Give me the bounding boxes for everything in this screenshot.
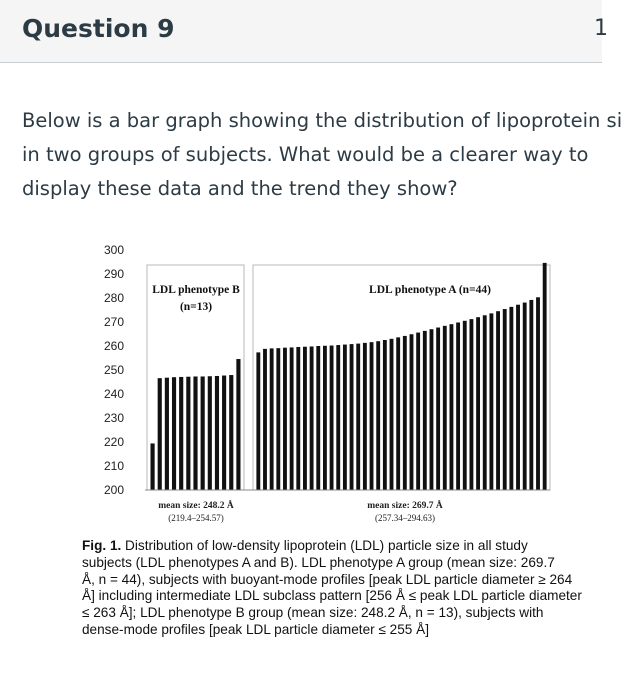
phenotype-a-bar: [316, 346, 320, 490]
phenotype-b-bar: [193, 376, 197, 490]
phenotype-a-bar: [483, 315, 487, 490]
caption-line: Å] including intermediate LDL subclass pattern [256 Å ≤ peak LDL particle diameter: [82, 588, 582, 604]
y-tick-label: 300: [103, 243, 124, 257]
phenotype-a-bar: [430, 329, 434, 490]
phenotype-b-bar: [201, 376, 205, 490]
phenotype-a-bar: [263, 349, 267, 490]
phenotype-a-bar: [350, 344, 354, 490]
caption-fig-label: Fig. 1.: [82, 538, 122, 553]
phenotype-a-bar: [450, 324, 454, 490]
phenotype-b-bar: [158, 378, 162, 490]
phenotype-a-bar: [336, 345, 340, 490]
phenotype-b-bar: [229, 375, 233, 490]
question-title: Question 9: [22, 14, 175, 43]
y-tick-label: 290: [103, 267, 124, 281]
question-points: 1: [594, 16, 608, 41]
question-text: [22, 104, 622, 206]
phenotype-b-n-label: (n=13): [179, 301, 213, 313]
phenotype-a-bar: [496, 311, 500, 490]
question-text-line: in two groups of subjects. What would be a clearer way to: [22, 143, 589, 166]
y-tick-label: 200: [103, 483, 124, 497]
phenotype-a-bar: [276, 348, 280, 490]
phenotype-a-bar: [456, 322, 460, 490]
phenotype-a-bar: [416, 333, 420, 490]
phenotype-a-bar: [403, 336, 407, 490]
phenotype-a-bar: [390, 339, 394, 490]
phenotype-a-bar: [509, 307, 513, 490]
y-tick-label: 220: [103, 435, 124, 449]
phenotype-a-bar: [370, 342, 374, 490]
y-tick-label: 250: [103, 363, 124, 377]
phenotype-a-bar: [516, 305, 520, 490]
phenotype-a-bar: [310, 346, 314, 490]
phenotype-a-bar: [323, 346, 327, 490]
phenotype-b-bar: [151, 443, 155, 490]
phenotype-a-bar: [503, 309, 507, 490]
caption-line: ≤ 263 Å]; LDL phenotype B group (mean size: 248.2 Å, n = 13), subjects with: [82, 605, 544, 621]
phenotype-a-bar: [543, 263, 547, 490]
caption-line: Å, n = 44), subjects with buoyant-mode profiles [peak LDL particle diameter ≥ 264: [82, 571, 573, 587]
ldl-size-bar-chart: [100, 240, 560, 540]
phenotype-b-bar: [236, 359, 240, 490]
phenotype-a-bar: [410, 334, 414, 490]
phenotype-a-bar: [436, 328, 440, 490]
phenotype-a-bar: [536, 297, 540, 490]
phenotype-b-bar: [215, 376, 219, 490]
phenotype-a-bar: [363, 343, 367, 490]
phenotype-b-bar: [165, 378, 169, 490]
phenotype-b-bar: [222, 376, 226, 490]
phenotype-a-bar: [296, 347, 300, 490]
phenotype-a-bar: [423, 331, 427, 490]
phenotype-a-bar: [303, 347, 307, 490]
phenotype-a-bar: [290, 347, 294, 490]
phenotype-b-mean-label: mean size: 248.2 Å: [158, 501, 234, 511]
phenotype-b-range-label: (219.4–254.57): [168, 513, 224, 523]
phenotype-b-bar: [208, 376, 212, 490]
question-text-line: Below is a bar graph showing the distribution of lipoprotein si: [22, 109, 622, 132]
phenotype-a-bar: [489, 313, 493, 490]
y-tick-label: 260: [103, 339, 124, 353]
y-tick-label: 280: [103, 291, 124, 305]
figure-caption: [82, 538, 587, 639]
phenotype-a-bar: [383, 340, 387, 490]
phenotype-a-bar: [256, 352, 260, 490]
phenotype-a-mean-label: mean size: 269.7 Å: [367, 501, 443, 511]
caption-line-1: [82, 538, 587, 555]
question-text-line: display these data and the trend they show?: [22, 177, 458, 200]
phenotype-a-bar: [529, 300, 533, 490]
caption-line: subjects (LDL phenotypes A and B). LDL phenotype A group (mean size: 269.7: [82, 554, 555, 570]
phenotype-a-bar: [463, 321, 467, 490]
phenotype-b-bar: [186, 377, 190, 490]
chart-svg: [100, 240, 560, 540]
phenotype-a-bar: [443, 326, 447, 490]
y-tick-label: 230: [103, 411, 124, 425]
y-tick-label: 240: [103, 387, 124, 401]
phenotype-a-bar: [469, 319, 473, 490]
phenotype-a-bar: [283, 348, 287, 490]
phenotype-b-label: LDL phenotype B: [152, 284, 240, 296]
phenotype-a-bar: [396, 337, 400, 490]
phenotype-a-bar: [476, 317, 480, 490]
phenotype-a-bar: [270, 348, 274, 490]
phenotype-a-label: LDL phenotype A (n=44): [369, 284, 491, 296]
phenotype-a-bar: [523, 303, 527, 490]
phenotype-b-bar: [172, 377, 176, 490]
caption-line: dense-mode profiles [peak LDL particle diameter ≤ 255 Å]: [82, 621, 429, 637]
phenotype-a-bar: [356, 344, 360, 490]
y-tick-label: 270: [103, 315, 124, 329]
question-header: [0, 0, 608, 63]
phenotype-a-bar: [376, 341, 380, 490]
phenotype-a-bar: [343, 345, 347, 490]
phenotype-b-bar: [179, 377, 183, 490]
y-tick-label: 210: [103, 459, 124, 473]
phenotype-a-bar: [330, 346, 334, 490]
caption-line-text: Distribution of low-density lipoprotein (LDL) particle size in all study: [121, 538, 528, 553]
phenotype-a-range-label: (257.34–294.63): [375, 513, 435, 523]
